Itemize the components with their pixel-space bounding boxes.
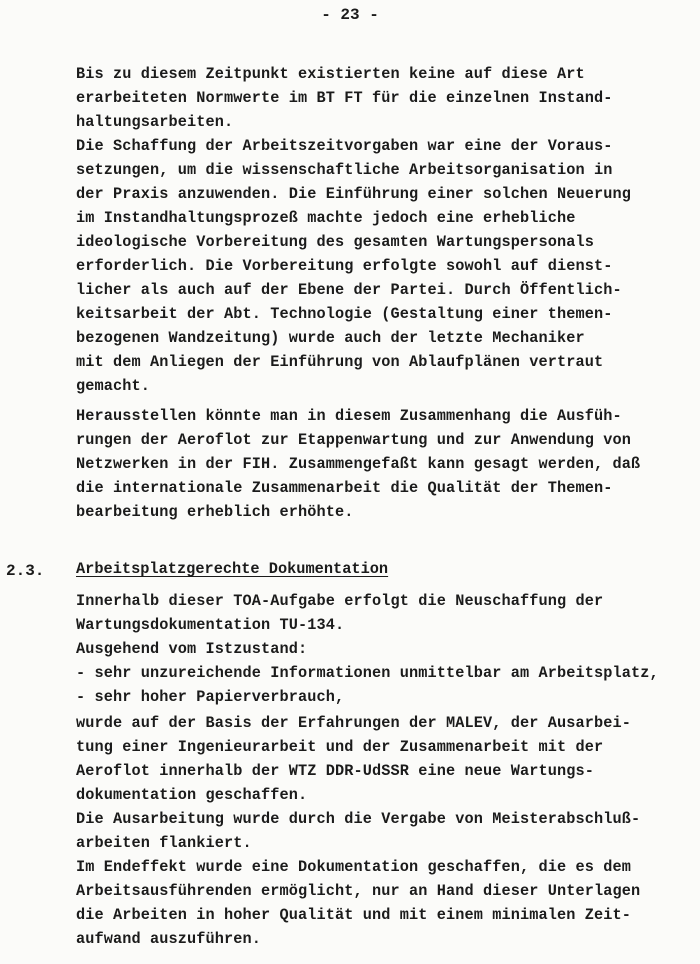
text-line: bearbeitung erheblich erhöhte. [76, 503, 354, 521]
text-line: Wartungsdokumentation TU-134. [76, 616, 345, 634]
text-line: Bis zu diesem Zeitpunkt existierten keine auf diese Art [76, 65, 585, 83]
text-line: die internationale Zusammenarbeit die Qualität der Themen- [76, 479, 613, 497]
text-line: erforderlich. Die Vorbereitung erfolgte sowohl auf dienst- [76, 257, 613, 275]
text-line: Netzwerken in der FIH. Zusammengefaßt kann gesagt werden, daß [76, 455, 641, 473]
text-line: dokumentation geschaffen. [76, 786, 308, 804]
text-line: aufwand auszuführen. [76, 930, 261, 948]
text-line: Innerhalb dieser TOA-Aufgabe erfolgt die Neuschaffung der [76, 592, 604, 610]
text-line: keitsarbeit der Abt. Technologie (Gestaltung einer themen- [76, 305, 613, 323]
text-line: wurde auf der Basis der Erfahrungen der MALEV, der Ausarbei- [76, 714, 631, 732]
text-line: der Praxis anzuwenden. Die Einführung einer solchen Neuerung [76, 185, 631, 203]
text-line: im Instandhaltungsprozeß machte jedoch eine erhebliche [76, 209, 576, 227]
text-line: licher als auch auf der Ebene der Partei. Durch Öffentlich- [76, 281, 622, 299]
text-line: Aeroflot innerhalb der WTZ DDR-UdSSR eine neue Wartungs- [76, 762, 595, 780]
text-line: - sehr unzureichende Informationen unmittelbar am Arbeitsplatz, [76, 664, 659, 682]
text-line: Im Endeffekt wurde eine Dokumentation geschaffen, die es dem [76, 858, 631, 876]
paragraph-3 [76, 589, 700, 709]
text-line: arbeiten flankiert. [76, 834, 252, 852]
text-line: setzungen, um die wissenschaftliche Arbeitsorganisation in [76, 161, 613, 179]
text-line: bezogenen Wandzeitung) wurde auch der letzte Mechaniker [76, 329, 585, 347]
text-line: mit dem Anliegen der Einführung von Ablaufplänen vertraut [76, 353, 604, 371]
section-number: 2.3. [6, 562, 45, 580]
section-heading: Arbeitsplatzgerechte Dokumentation [76, 560, 389, 578]
paragraph-2 [76, 404, 700, 524]
text-line: gemacht. [76, 377, 151, 395]
text-line: Herausstellen könnte man in diesem Zusammenhang die Ausfüh- [76, 407, 622, 425]
paragraph-4 [76, 711, 700, 951]
text-line: rungen der Aeroflot zur Etappenwartung und zur Anwendung von [76, 431, 631, 449]
text-line: Arbeitsausführenden ermöglicht, nur an Hand dieser Unterlagen [76, 882, 641, 900]
text-line: Die Ausarbeitung wurde durch die Vergabe von Meisterabschluß- [76, 810, 641, 828]
text-line: - sehr hoher Papierverbrauch, [76, 688, 345, 706]
text-line: Die Schaffung der Arbeitszeitvorgaben war eine der Voraus- [76, 137, 613, 155]
text-line: Ausgehend vom Istzustand: [76, 640, 308, 658]
text-line: erarbeiteten Normwerte im BT FT für die einzelnen Instand- [76, 89, 613, 107]
paragraph-1 [76, 62, 700, 398]
text-line: haltungsarbeiten. [76, 113, 234, 131]
text-line: die Arbeiten in hoher Qualität und mit einem minimalen Zeit- [76, 906, 631, 924]
page-number: - 23 - [321, 6, 379, 24]
text-line: ideologische Vorbereitung des gesamten Wartungspersonals [76, 233, 595, 251]
text-line: tung einer Ingenieurarbeit und der Zusammenarbeit mit der [76, 738, 604, 756]
